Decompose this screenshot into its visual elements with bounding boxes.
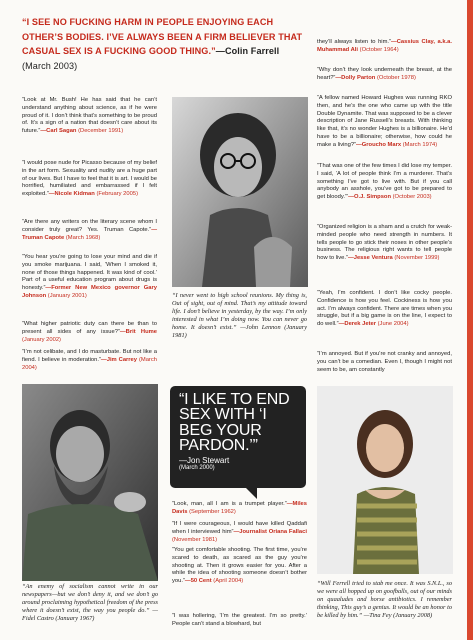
quote-block: “I would pose nude for Picasso because of my belief in the art form. Sexuality and nudity are a huge part of our lives. But I have to feel that it is art. I would be horrified, humiliated and embarrassed if I felt exploited.”—Nicole Kidman (February 2005) [22, 160, 157, 198]
banner-attribution: —Colin Farrell (March 2003) [22, 46, 280, 71]
quote-block: “I’m not celibate, and I do masturbate. But not like a fiend. I believe in moderation.”—Jim Carrey (March 2004) [22, 349, 157, 371]
quote-block: “If I were courageous, I would have killed Qaddafi when I interviewed him”—Journalist Oriana Fallaci (November 1981) [172, 521, 307, 543]
speech-bubble-tail [245, 487, 257, 499]
quote-block: “I’m annoyed. But if you’re not cranky and annoyed, you can’t be a comedian. Even I, though I might not seem to be, am constantly [317, 351, 452, 373]
headline-quote [22, 15, 310, 83]
lennon-quote: “I never went to high school reunions. My thing is, Out of sight, out of mind. That’s my attitude toward life. I don’t believe in yesterday, by the way. I’m only interested in what I’m doing now. You can never go home. It doesn’t exist.” —John Lennon (January 1981) [172, 292, 307, 339]
john-lennon-photo [172, 97, 308, 287]
quote-block: “What higher patriotic duty can there be than to present all sides of any issue?”—Brit Hume (January 2002) [22, 321, 157, 343]
quote-block: “Why don’t they look underneath the breast, at the heart?”—Dolly Parton (October 1978) [317, 67, 452, 81]
quote-block: “You hear you’re going to lose your mind and die if you smoke marijuana. I said, ‘When I smoked it, none of those things happened. It was kind of cool.’ Part of a useful education program about drugs is honesty.”—Former New Mexico governor Gary Johnson (January 2001) [22, 254, 157, 299]
quote-block: “Are there any writers on the literary scene whom I consider truly great? Yes. Truman Capote.”—Truman Capote (March 1968) [22, 219, 157, 241]
quote-block: “Yeah, I’m confident. I don’t like cocky people. Confidence is how you feel. Cockiness is how you act. I’m always confident. There are times when you struggle, but if a big game is on the line, I expect to do well.”—Derek Jeter (June 2004) [317, 290, 452, 328]
quote-block: “Look, man, all I am is a trumpet player.”—Miles Davis (September 1962) [172, 501, 307, 515]
page-edge-stripe [467, 0, 473, 640]
quote-block: “You get comfortable shooting. The first time, you’re scared to death, as scared as the guy you’re shooting at. Then it grows easier for you. After a while the idea of shooting someone doesn’t bother you.”—50 Cent (April 2004) [172, 547, 307, 585]
castro-quote: “An enemy of socialism cannot write in our newspapers—but we don’t deny it, and we don’t go around proclaiming hypothetical freedom of the press where it doesn’t exist, the way you people do.” —Fidel Castro (January 1967) [22, 583, 158, 622]
quote-block: “Organized religion is a sham and a crutch for weak-minded people who need strength in numbers. It tells people to go stick their noses in other people’s business. The religious right wants to tell people how to live.”—Jesse Ventura (November 1999) [317, 224, 452, 262]
stewart-date: (March 2000) [179, 464, 215, 471]
fey-quote: “Will Ferrell tried to stab me once. It was S.N.L., so we were all hopped up on goofballs, out of our minds on quaaludes and horse antibiotics. I remember thinking, This guy’s a genius. It would be an honor to be killed by him.” —Tina Fey (January 2008) [317, 580, 452, 619]
stewart-attribution: —Jon Stewart [179, 455, 230, 465]
quote-block: they’ll always listen to him.”—Cassius Clay, a.k.a. Muhammad Ali (October 1964) [317, 39, 452, 53]
speech-bubble [170, 386, 306, 488]
banner-quote-text: “I SEE NO FUCKING HARM IN PEOPLE ENJOYING EACH OTHER’S BODIES. I’VE ALWAYS BEEN A FIRM BELIEVER THAT CASUAL SEX IS A FUCKING GOOD THING.” [22, 17, 303, 57]
tina-fey-photo [317, 386, 453, 574]
fidel-castro-photo [22, 384, 158, 581]
stewart-quote: “I LIKE TO END SEX WITH ‘I BEG YOUR PARDON.’” [179, 391, 290, 455]
quote-block: “Look at Mr. Bush! He has said that he can’t understand anything about science, as if he were proud of it. I don’t think that’s something to be proud of. It’s a sign of a nation that doesn’t care about its future.”—Carl Sagan (December 1991) [22, 97, 157, 135]
quote-block: “That was one of the few times I did lose my temper. I said, ‘A lot of people think I’m a murderer. That’s something I’ve got to live with. But if you call anybody an asshole, you’ve got to be prepared to get bloody.’”—O.J. Simpson (October 2003) [317, 163, 452, 201]
quote-block: “A fellow named Howard Hughes was running RKO then, and he’s the one who came up with the title Double Dynamite. That was supposed to be a clever description of Jane Russell’s breasts. With thinking like that, it’s no wonder Hughes is a billionaire. He’d have to be a billionaire; otherwise, how could he make a living?”—Groucho Marx (March 1974) [317, 95, 452, 148]
quote-block: “I was hollering, ‘I’m the greatest. I’m so pretty.’ People can’t stand a blowhard, but [172, 613, 307, 627]
